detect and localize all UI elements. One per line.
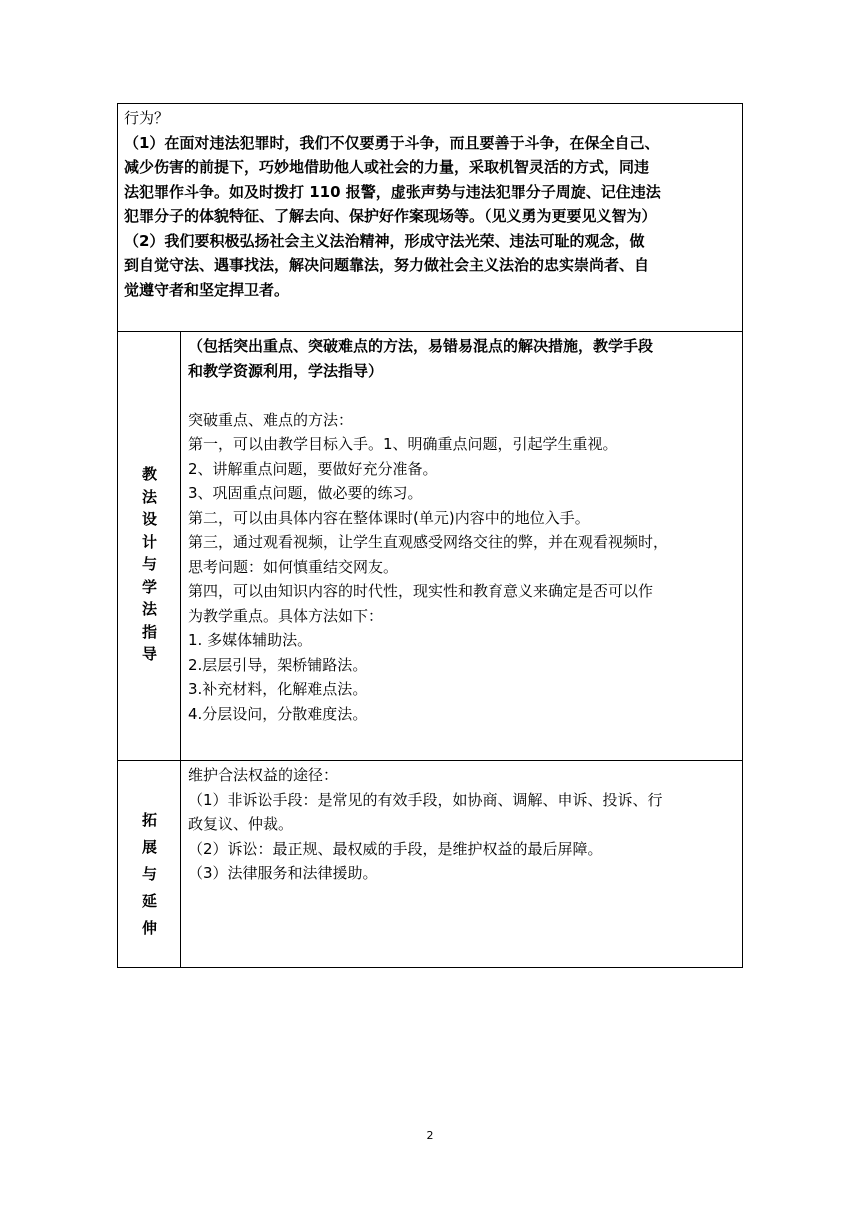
label-char: 设 xyxy=(141,510,157,528)
text-line: 2.层层引导，架桥铺路法。 xyxy=(188,655,368,674)
text-line: 2、讲解重点问题，要做好充分准备。 xyxy=(188,459,438,478)
table-row xyxy=(118,332,743,761)
lesson-plan-table xyxy=(117,103,743,968)
text-line: 法犯罪作斗争。如及时拨打 110 报警，虚张声势与违法犯罪分子周旋、记住违法 xyxy=(124,182,661,201)
text-line: 和教学资源利用，学法指导） xyxy=(188,361,384,380)
label-char: 与 xyxy=(141,555,157,573)
text-line: （3）法律服务和法律援助。 xyxy=(188,864,378,882)
label-char: 法 xyxy=(141,487,157,506)
text-line: （2）我们要积极弘扬社会主义法治精神，形成守法光荣、违法可耻的观念，做 xyxy=(124,231,645,250)
text-line: 第二，可以由具体内容在整体课时(单元)内容中的地位入手。 xyxy=(188,508,590,527)
vertical-label xyxy=(118,807,181,942)
label-char: 延 xyxy=(141,892,157,910)
label-char: 指 xyxy=(141,622,157,641)
label-char: 教 xyxy=(141,465,157,483)
text-line: 突破重点、难点的方法： xyxy=(188,410,354,429)
text-line: 3.补充材料，化解难点法。 xyxy=(188,680,368,698)
text-line: （包括突出重点、突破难点的方法，易错易混点的解决措施，教学手段 xyxy=(188,337,654,355)
text-line: 3、巩固重点问题，做必要的练习。 xyxy=(188,484,423,502)
text-line: 第三，通过观看视频，让学生直观感受网络交往的弊，并在观看视频时， xyxy=(188,533,669,551)
label-char: 展 xyxy=(141,838,157,856)
text-line: 第一，可以由教学目标入手。1、明确重点问题，引起学生重视。 xyxy=(188,435,618,453)
text-line: 犯罪分子的体貌特征、了解去向、保护好作案现场等。（见义勇为更要见义智为） xyxy=(124,207,657,225)
teaching-design-content xyxy=(181,332,743,761)
label-char: 拓 xyxy=(141,811,157,829)
text-line: 为教学重点。具体方法如下： xyxy=(188,606,384,625)
text-line: 1. 多媒体辅助法。 xyxy=(188,631,313,649)
label-char: 法 xyxy=(141,600,157,618)
text-line: 维护合法权益的途径： xyxy=(188,766,339,784)
text-line: 第四，可以由知识内容的时代性，现实性和教育意义来确定是否可以作 xyxy=(188,582,654,600)
text-line: 政复议、仲裁。 xyxy=(188,815,294,833)
text-line: 到自觉守法、遇事找法，解决问题靠法，努力做社会主义法治的忠实崇尚者、自 xyxy=(124,256,650,274)
text-line: 行为？ xyxy=(124,109,170,127)
row-label-extension xyxy=(118,761,181,968)
text-line: 思考问题：如何慎重结交网友。 xyxy=(188,557,399,576)
section-continuation-cell xyxy=(118,104,743,332)
label-char: 与 xyxy=(141,865,157,883)
text-line: 减少伤害的前提下，巧妙地借助他人或社会的力量，采取机智灵活的方式，同违 xyxy=(124,158,650,176)
text-line: （1）非诉讼手段：是常见的有效手段，如协商、调解、申诉、投诉、行 xyxy=(188,790,663,809)
row-label-teaching-design xyxy=(118,332,181,761)
label-char: 伸 xyxy=(141,919,157,937)
table-row xyxy=(118,761,743,968)
label-char: 导 xyxy=(141,645,157,663)
page-number: 2 xyxy=(426,1129,434,1142)
text-line: （2）诉讼：最正规、最权威的手段，是维护权益的最后屏障。 xyxy=(188,839,603,858)
label-char: 学 xyxy=(141,577,157,596)
text-line: 4.分层设问，分散难度法。 xyxy=(188,704,368,723)
vertical-label xyxy=(118,463,181,666)
extension-content xyxy=(181,761,743,968)
text-line: 觉遵守者和坚定捍卫者。 xyxy=(124,280,290,299)
table-row xyxy=(118,104,743,332)
text-line: （1）在面对违法犯罪时，我们不仅要勇于斗争，而且要善于斗争，在保全自己、 xyxy=(124,133,660,152)
label-char: 计 xyxy=(141,532,157,551)
